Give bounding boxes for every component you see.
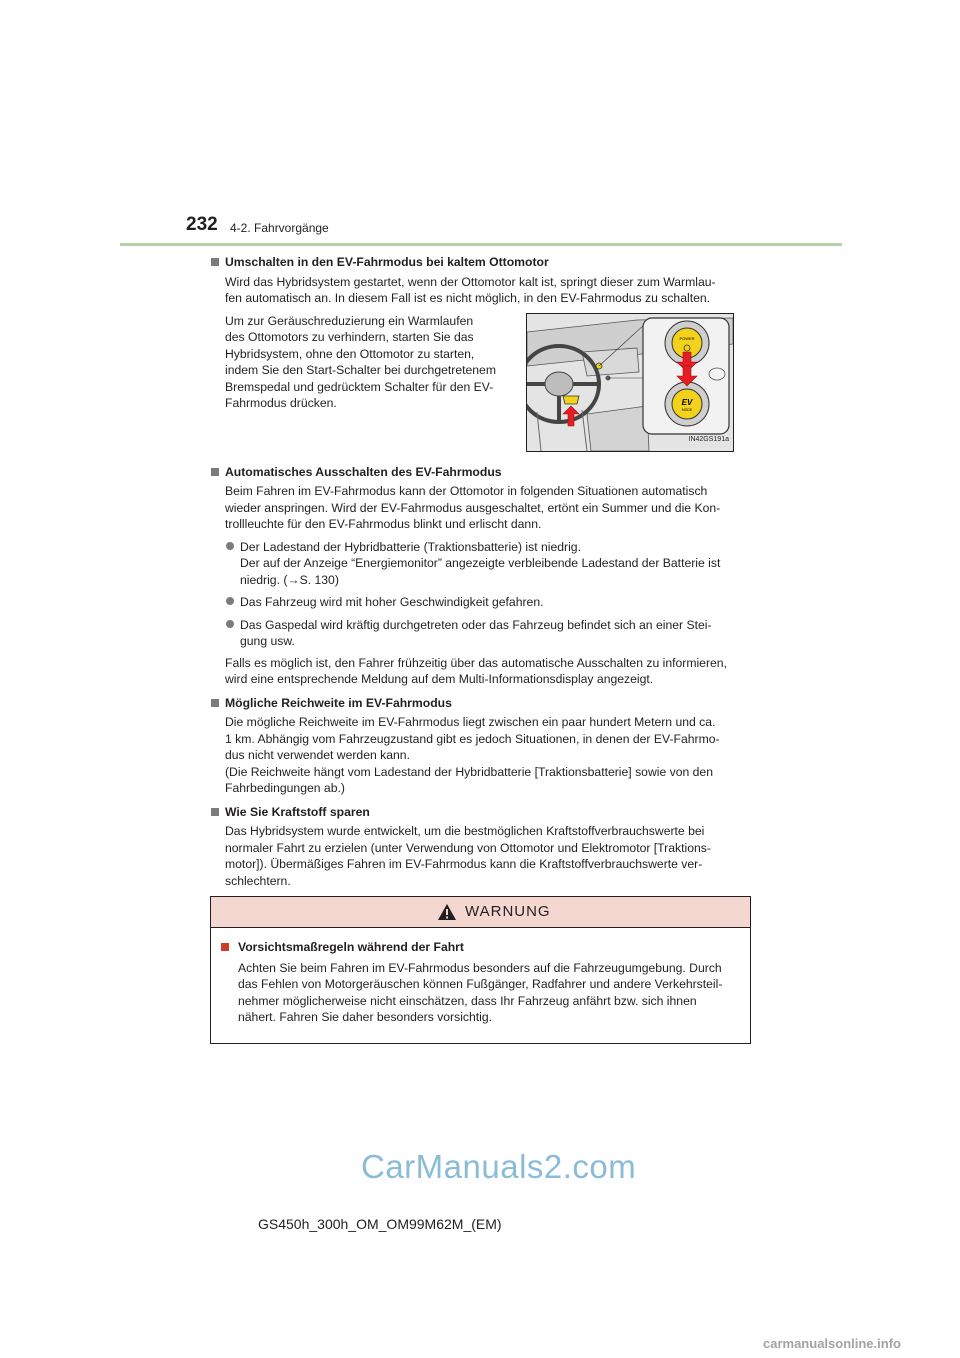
paragraph-message [210,655,750,688]
section-title-text: Automatisches Ausschalten des EV-Fahrmodus [225,464,502,479]
text-line: Falls es möglich ist, den Fahrer frühzeitig über das automatische Ausschalten zu informieren, [225,655,727,670]
section-title-fuel [210,804,750,821]
header-rule [120,243,842,246]
text-line: Hybridsystem, ohne den Ottomotor zu starten, [225,346,475,361]
text-line: fen automatisch an. In diesem Fall ist es nicht möglich, in den EV-Fahrmodus zu schalten. [225,291,711,305]
warning-body [211,928,750,1026]
text-line: Wird das Hybridsystem gestartet, wenn der Ottomotor kalt ist, springt dieser zum Warmlau- [225,274,716,289]
square-bullet-icon [211,258,219,266]
text-line: Um zur Geräuschreduzierung ein Warmlaufen [225,313,474,328]
section-title-range [210,695,750,712]
text-line: Das Hybridsystem wurde entwickelt, um die bestmöglichen Kraftstoffverbrauchswerte bei [225,824,705,838]
text-line: wird eine entsprechende Meldung auf dem Multi-Informationsdisplay angezeigt. [225,672,654,686]
text-line: Beim Fahren im EV-Fahrmodus kann der Ottomotor in folgenden Situationen automatisch [225,484,708,498]
ev-mode-label: MODE [681,407,693,412]
text-line: Fahrmodus drücken. [225,396,337,410]
paragraph-range [210,714,750,797]
dashboard-drawing [527,314,733,451]
section-title-auto-off [210,464,750,481]
text-line: Der auf der Anzeige “Energiemonitor” angezeigte verbleibende Ladestand der Batterie ist [240,556,721,570]
square-bullet-icon [211,468,219,476]
text-line: Bremspedal und gedrücktem Schalter für den EV- [225,379,494,394]
text-line: Das Fahrzeug wird mit hoher Geschwindigkeit gefahren. [240,595,544,609]
text-line: motor]). Übermäßiges Fahren im EV-Fahrmodus kann die Kraftstoffverbrauchswerte ver- [225,857,703,871]
text-line: trollleuchte für den EV-Fahrmodus blinkt und erlischt dann. [225,517,542,531]
warning-title: WARNUNG [465,903,551,920]
text-line: (Die Reichweite hängt vom Ladestand der Hybridbatterie [Traktionsbatterie] sowie von den [225,764,713,779]
page-number: 232 [186,214,218,235]
figure-code: IN42GS191a [688,436,729,443]
text-line: Der Ladestand der Hybridbatterie (Traktionsbatterie) ist niedrig. [240,539,581,554]
site-watermark: carmanualsonline.info [763,1336,901,1351]
text-line: das Fehlen von Motorgeräuschen können Fußgänger, Radfahrer und andere Verkehrsteil- [238,977,723,991]
bullet-high-speed [210,594,750,611]
main-content [210,254,750,889]
bullet-accelerator [210,617,750,650]
text-line: schlechtern. [225,873,291,888]
ev-button-label: EV [681,397,693,407]
warning-subtitle-text: Vorsichtsmaßregeln während der Fahrt [238,940,464,954]
text-line: gung usw. [240,634,295,648]
chapter-title: 4-2. Fahrvorgänge [230,221,329,235]
warning-triangle-icon [437,903,457,921]
text-line: nehmer möglicherweise nicht einschätzen, dass Ihr Fahrzeug anfährt bzw. sich ihnen [238,993,697,1008]
text-line: Das Gaspedal wird kräftig durchgetreten oder das Fahrzeug befindet sich an einer Stei- [240,617,712,632]
text-line: Die mögliche Reichweite im EV-Fahrmodus liegt zwischen ein paar hundert Metern und ca. [225,715,716,729]
round-bullet-icon [226,597,234,605]
square-bullet-icon [211,699,219,707]
figure-description [225,313,507,412]
section-title-text: Mögliche Reichweite im EV-Fahrmodus [225,695,452,710]
text-line: Fahrbedingungen ab.) [225,781,345,795]
warning-paragraph [220,960,740,1026]
paragraph-fuel [210,823,750,889]
round-bullet-icon [226,620,234,628]
text-line: normaler Fahrt zu erzielen (unter Verwendung von Ottomotor und Elektromotor [Traktions- [225,840,711,855]
text-line: 1 km. Abhängig vom Fahrzeugzustand gibt es jedoch Situationen, in denen der EV-Fahrmo- [225,731,720,746]
text-line: niedrig. (→S. 130) [240,572,339,587]
text-line: wieder anspringen. Wird der EV-Fahrmodus ausgeschaltet, ertönt ein Summer und die Kon- [225,500,721,515]
round-bullet-icon [226,542,234,550]
section-title-text: Wie Sie Kraftstoff sparen [225,804,370,819]
bullet-battery-low [210,539,750,589]
paragraph-auto-off [210,483,750,533]
text-line: dus nicht verwendet werden kann. [225,748,410,762]
footer-code: GS450h_300h_OM_OM99M62M_(EM) [258,1216,502,1232]
text-line: des Ottomotors zu verhindern, starten Sie das [225,330,474,344]
paragraph-ev-cold [210,274,750,307]
figure-row [210,311,750,457]
warning-header [211,897,750,928]
text-line: nähert. Fahren Sie daher besonders vorsichtig. [238,1010,493,1024]
warning-box [210,896,751,1044]
warning-subtitle [220,939,740,956]
power-button-label: POWER [679,335,695,341]
square-bullet-icon [211,808,219,816]
text-line: Achten Sie beim Fahren im EV-Fahrmodus besonders auf die Fahrzeugumgebung. Durch [238,960,722,975]
section-title-ev-cold [210,254,750,271]
section-title-text: Umschalten in den EV-Fahrmodus bei kaltem Ottomotor [225,255,549,269]
dashboard-illustration [526,313,734,452]
text-line: indem Sie den Start-Schalter bei durchgetretenem [225,363,496,377]
watermark-logo: CarManuals2.com [361,1148,637,1185]
square-bullet-icon [221,943,229,951]
